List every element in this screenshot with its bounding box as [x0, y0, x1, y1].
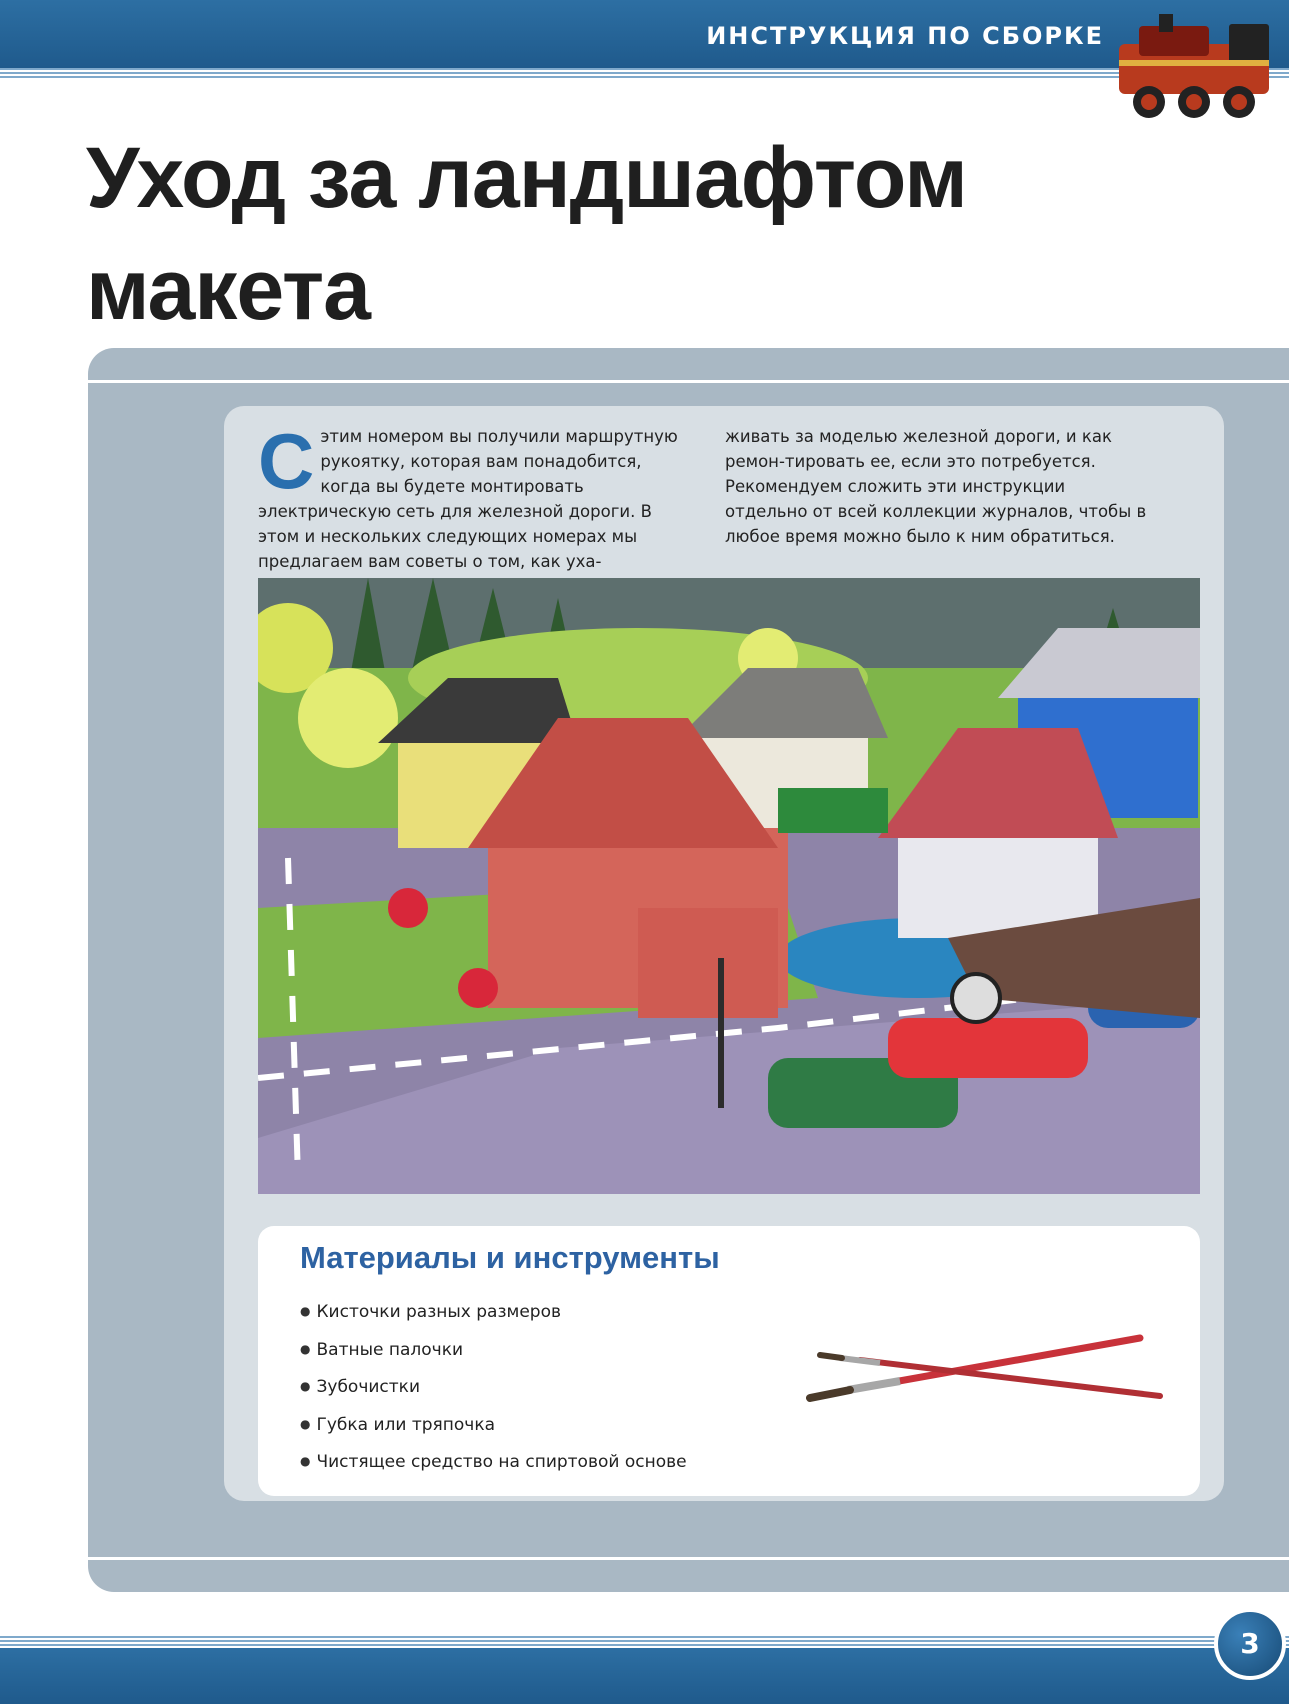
panel-divider-top: [88, 380, 1289, 383]
list-item: ● Чистящее средство на спиртовой основе: [300, 1452, 687, 1490]
page-number: 3: [1214, 1608, 1286, 1680]
train-icon: [1099, 14, 1289, 122]
brushes-icon: [800, 1318, 1180, 1428]
header-stripe: [0, 68, 1289, 78]
list-item: ● Кисточки разных размеров: [300, 1302, 687, 1340]
footer-band: [0, 1648, 1289, 1704]
page-title-line2: макета: [86, 242, 370, 338]
list-item: ● Губка или тряпочка: [300, 1415, 687, 1453]
intro-column-2: [725, 424, 1151, 549]
page-title: [86, 122, 1086, 346]
footer-stripe: [0, 1636, 1289, 1648]
materials-title: Материалы и инструменты: [300, 1240, 720, 1275]
list-item: ● Ватные палочки: [300, 1340, 687, 1378]
section-label: ИНСТРУКЦИЯ ПО СБОРКЕ: [706, 22, 1104, 50]
page-title-line1: Уход за ландшафтом: [86, 130, 967, 226]
model-village-photo: [258, 578, 1200, 1194]
intro-column-1: [258, 417, 684, 574]
intro-text-1: этим номером вы получили маршрутную рукоятку, которая вам понадобится, когда вы будете монтировать электрическую сеть для железной дороги. В этом и нескольких следующих номерах мы предлагаем вам советы о том, как уха-: [258, 427, 678, 571]
dropcap: С: [258, 417, 315, 505]
intro-text-2: живать за моделью железной дороги, и как ремон-тировать ее, если это потребуется. Рекомендуем сложить эти инструкции отдельно от всей коллекции журналов, чтобы в любое время можно было к ним обратиться.: [725, 427, 1147, 546]
materials-list: [300, 1302, 687, 1490]
panel-divider-bottom: [88, 1557, 1289, 1560]
list-item: ● Зубочистки: [300, 1377, 687, 1415]
